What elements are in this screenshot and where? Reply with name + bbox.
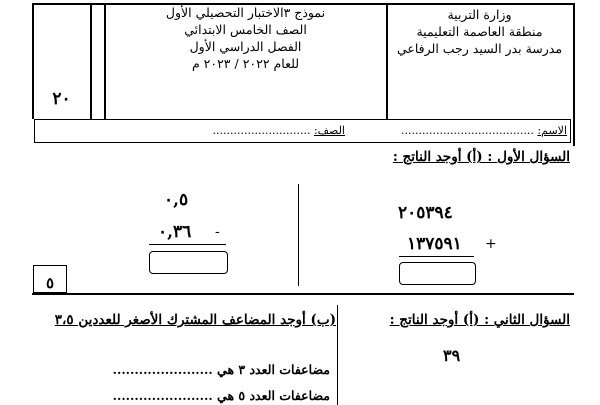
- exam-info: [105, 4, 386, 72]
- q1-score-box: [33, 265, 67, 293]
- name-field[interactable]: ......................................: [401, 124, 534, 137]
- exam-year: للعام ٢٠٢٢ / ٢٠٢٣ م: [191, 56, 300, 71]
- multiples-of-3[interactable]: مضاعفات العدد ٣ هي .......................: [112, 362, 330, 377]
- q1-divider: [298, 184, 299, 286]
- q1-left-bottom-number: ٠,٣٦: [158, 222, 192, 242]
- district-name: منطقة العاصمة التعليمية: [416, 24, 543, 39]
- name-label: الاسم:: [537, 124, 567, 137]
- q1-score: ٥: [45, 274, 55, 292]
- section-separator: [32, 293, 574, 295]
- header-divider-1: [90, 3, 92, 119]
- q1-right-answer-box[interactable]: [399, 262, 476, 285]
- q2-title: السؤال الثاني : (أ) أوجد الناتج :: [389, 312, 570, 328]
- exam-title: نموذج ٣الاختبار التحصيلي الأول: [165, 5, 326, 20]
- q1-right-sum-line: [399, 256, 474, 257]
- q1-title: السؤال الأول : (أ) أوجد الناتج :: [392, 149, 570, 165]
- exam-term: الفصل الدراسي الأول: [189, 39, 302, 54]
- q1-left-minus-sign: -: [215, 224, 220, 240]
- q1-right-bottom-number: ١٣٧٥٩١: [407, 234, 462, 254]
- school-name: مدرسة بدر السيد رجب الرفاعي: [396, 41, 563, 56]
- class-row: [145, 124, 345, 137]
- ministry-header: [386, 6, 573, 57]
- q2-number: ٣٩: [443, 346, 461, 365]
- name-row: [355, 124, 567, 137]
- ministry-name: وزارة التربية: [447, 7, 512, 22]
- q2-part-b: (ب) أوجد المضاعف المشترك الأصغر للعددين ٣،٥: [54, 312, 336, 328]
- multiples-of-5[interactable]: مضاعفات العدد ٥ هي .......................: [112, 388, 330, 403]
- q1-left-top-number: ٠,٥: [164, 190, 189, 210]
- exam-grade: الصف الخامس الابتدائي: [184, 22, 307, 37]
- grade-total: ٢٠: [52, 89, 71, 109]
- class-label: الصف:: [313, 124, 345, 137]
- q1-left-answer-box[interactable]: [149, 251, 228, 274]
- q2-divider: [337, 305, 338, 405]
- q1-left-difference-line: [149, 244, 226, 245]
- q1-right-top-number: ٢٠٥٣٩٤: [398, 203, 453, 223]
- q1-right-plus-sign: +: [485, 236, 497, 252]
- header-right-border: [573, 3, 575, 146]
- class-field[interactable]: ............................: [212, 124, 311, 137]
